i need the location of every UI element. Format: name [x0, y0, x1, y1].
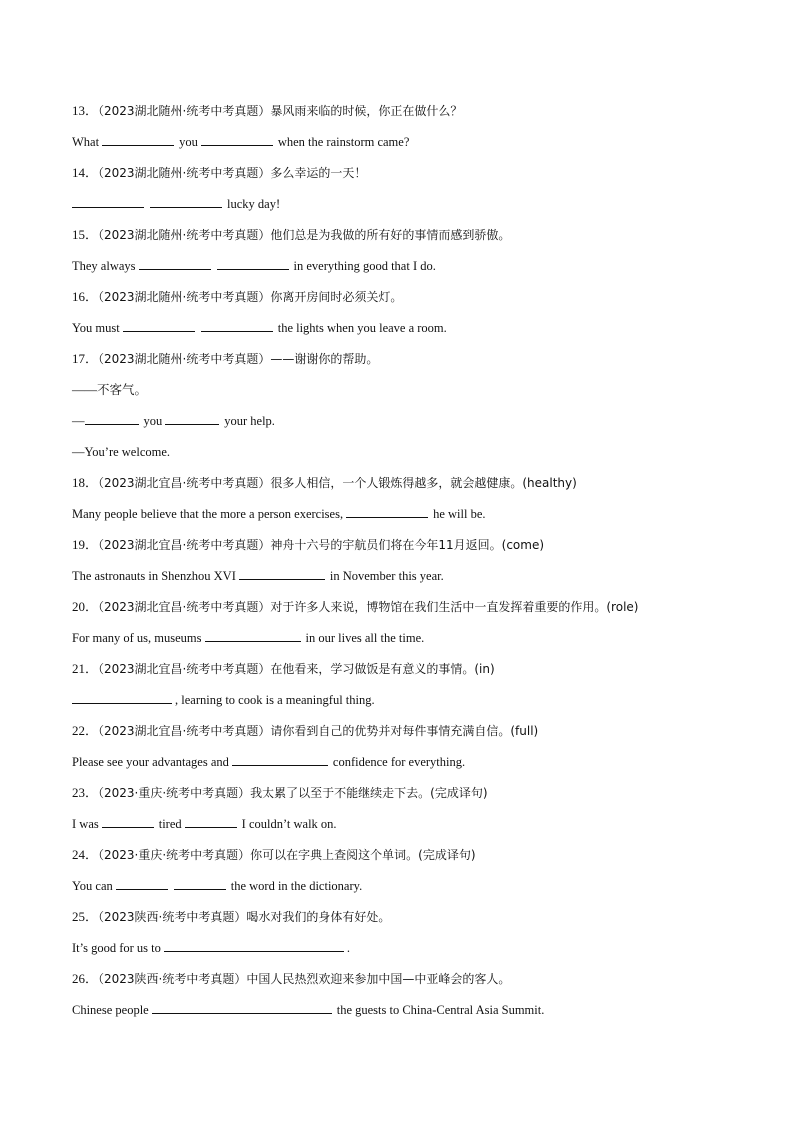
question-text: （2023陕西·统考中考真题）中国人民热烈欢迎来参加中国—中亚峰会的客人。: [98, 972, 511, 986]
question-number: 13．: [72, 103, 99, 118]
answer-blank[interactable]: [174, 877, 226, 890]
question-prompt: [72, 784, 488, 802]
question-text: （2023·重庆·统考中考真题）你可以在字典上查阅这个单词。(完成译句): [98, 848, 476, 862]
question-prompt: [72, 474, 577, 492]
answer-line: [72, 505, 486, 523]
question-text: （2023湖北随州·统考中考真题）——谢谢你的帮助。: [98, 352, 379, 366]
answer-line: [72, 629, 424, 647]
question-prompt: [72, 598, 638, 616]
answer-text: you: [179, 135, 198, 149]
answer-blank[interactable]: [72, 195, 144, 208]
question-number: 25．: [72, 909, 99, 924]
answer-blank[interactable]: [346, 505, 428, 518]
question-prompt: [72, 660, 495, 678]
answer-text: lucky day!: [227, 197, 281, 211]
answer-blank[interactable]: [85, 412, 139, 425]
question-number: 24．: [72, 847, 99, 862]
answer-text: What: [72, 135, 100, 149]
answer-blank[interactable]: [165, 412, 219, 425]
question-prompt: [72, 164, 366, 182]
question-number: 20．: [72, 599, 99, 614]
answer-text: , learning to cook is a meaningful thing.: [175, 693, 375, 707]
question-number: 15．: [72, 227, 99, 242]
answer-text: They always: [72, 259, 136, 273]
question-prompt: [72, 102, 462, 120]
answer-text: Many people believe that the more a person exercises,: [72, 507, 344, 521]
question-text: （2023湖北宜昌·统考中考真题）请你看到自己的优势并对每件事情充满自信。(full): [98, 724, 539, 738]
answer-text: the lights when you leave a room.: [277, 321, 447, 335]
answer-text: The astronauts in Shenzhou XVI: [72, 569, 236, 583]
question-text: （2023湖北随州·统考中考真题）多么幸运的一天！: [98, 166, 367, 180]
answer-line: [72, 753, 465, 771]
dialogue-line: ——不客气。: [72, 383, 148, 397]
answer-blank[interactable]: [102, 133, 174, 146]
answer-blank[interactable]: [150, 195, 222, 208]
answer-text: confidence for everything.: [332, 755, 466, 769]
answer-blank[interactable]: [232, 753, 328, 766]
answer-text: You must: [72, 321, 120, 335]
answer-text: you: [143, 414, 163, 428]
answer-text: Chinese people: [72, 1003, 149, 1017]
answer-text: You can: [72, 879, 113, 893]
answer-line: [72, 195, 280, 213]
answer-line: [72, 412, 275, 430]
question-prompt: [72, 722, 538, 740]
answer-line: [72, 319, 447, 337]
answer-blank[interactable]: [201, 319, 273, 332]
question-number: 21．: [72, 661, 99, 676]
question-number: 23．: [72, 785, 99, 800]
answer-blank[interactable]: [217, 257, 289, 270]
question-text: （2023湖北宜昌·统考中考真题）在他看来，学习做饭是有意义的事情。(in): [98, 662, 495, 676]
dialogue-line: —You’re welcome.: [72, 445, 171, 459]
answer-text: in November this year.: [329, 569, 444, 583]
question-number: 17．: [72, 351, 99, 366]
answer-line: [72, 877, 362, 895]
answer-text: I was: [72, 817, 99, 831]
answer-line: [72, 1001, 544, 1019]
question-text: （2023·重庆·统考中考真题）我太累了以至于不能继续走下去。(完成译句): [98, 786, 488, 800]
answer-text: For many of us, museums: [72, 631, 202, 645]
answer-blank[interactable]: [123, 319, 195, 332]
answer-blank[interactable]: [152, 1001, 332, 1014]
answer-line: [72, 939, 350, 957]
answer-text: I couldn’t walk on.: [241, 817, 337, 831]
question-number: 16．: [72, 289, 99, 304]
answer-text: the guests to China-Central Asia Summit.: [336, 1003, 545, 1017]
answer-text: .: [346, 941, 351, 955]
question-number: 14．: [72, 165, 99, 180]
question-prompt: [72, 350, 378, 368]
answer-line: [72, 815, 337, 833]
question-text: （2023湖北随州·统考中考真题）暴风雨来临的时候，你正在做什么？: [98, 104, 463, 118]
question-text: （2023湖北宜昌·统考中考真题）很多人相信，一个人锻炼得越多，就会越健康。(healthy): [98, 476, 577, 490]
question-text: （2023陕西·统考中考真题）喝水对我们的身体有好处。: [98, 910, 391, 924]
answer-line: [72, 133, 409, 151]
question-number: 26．: [72, 971, 99, 986]
answer-text: the word in the dictionary.: [230, 879, 363, 893]
question-number: 18．: [72, 475, 99, 490]
answer-blank[interactable]: [72, 691, 172, 704]
answer-text: in our lives all the time.: [305, 631, 425, 645]
answer-line: [72, 257, 436, 275]
question-text: （2023湖北宜昌·统考中考真题）神舟十六号的宇航员们将在今年11月返回。(come): [98, 538, 545, 552]
question-prompt: [72, 288, 402, 306]
answer-line: [72, 691, 375, 709]
answer-blank[interactable]: [116, 877, 168, 890]
answer-text: Please see your advantages and: [72, 755, 229, 769]
answer-blank[interactable]: [185, 815, 237, 828]
answer-text: It’s good for us to: [72, 941, 161, 955]
answer-text: tired: [158, 817, 182, 831]
question-text: （2023湖北宜昌·统考中考真题）对于许多人来说，博物馆在我们生活中一直发挥着重要的作用。(role): [98, 600, 639, 614]
question-number: 22．: [72, 723, 99, 738]
question-prompt: [72, 908, 390, 926]
answer-text: in everything good that I do.: [293, 259, 436, 273]
question-prompt: [72, 226, 510, 244]
answer-blank[interactable]: [205, 629, 301, 642]
answer-blank[interactable]: [164, 939, 344, 952]
answer-blank[interactable]: [201, 133, 273, 146]
answer-blank[interactable]: [102, 815, 154, 828]
answer-blank[interactable]: [239, 567, 325, 580]
answer-text: —: [72, 414, 85, 428]
question-prompt: [72, 536, 544, 554]
question-number: 19．: [72, 537, 99, 552]
question-prompt: [72, 970, 510, 988]
answer-blank[interactable]: [139, 257, 211, 270]
answer-text: he will be.: [433, 507, 486, 521]
question-text: （2023湖北随州·统考中考真题）他们总是为我做的所有好的事情而感到骄傲。: [98, 228, 511, 242]
question-text: （2023湖北随州·统考中考真题）你离开房间时必须关灯。: [98, 290, 403, 304]
answer-text: when the rainstorm came?: [277, 135, 410, 149]
question-prompt: [72, 846, 476, 864]
answer-text: your help.: [224, 414, 275, 428]
answer-line: [72, 567, 444, 585]
